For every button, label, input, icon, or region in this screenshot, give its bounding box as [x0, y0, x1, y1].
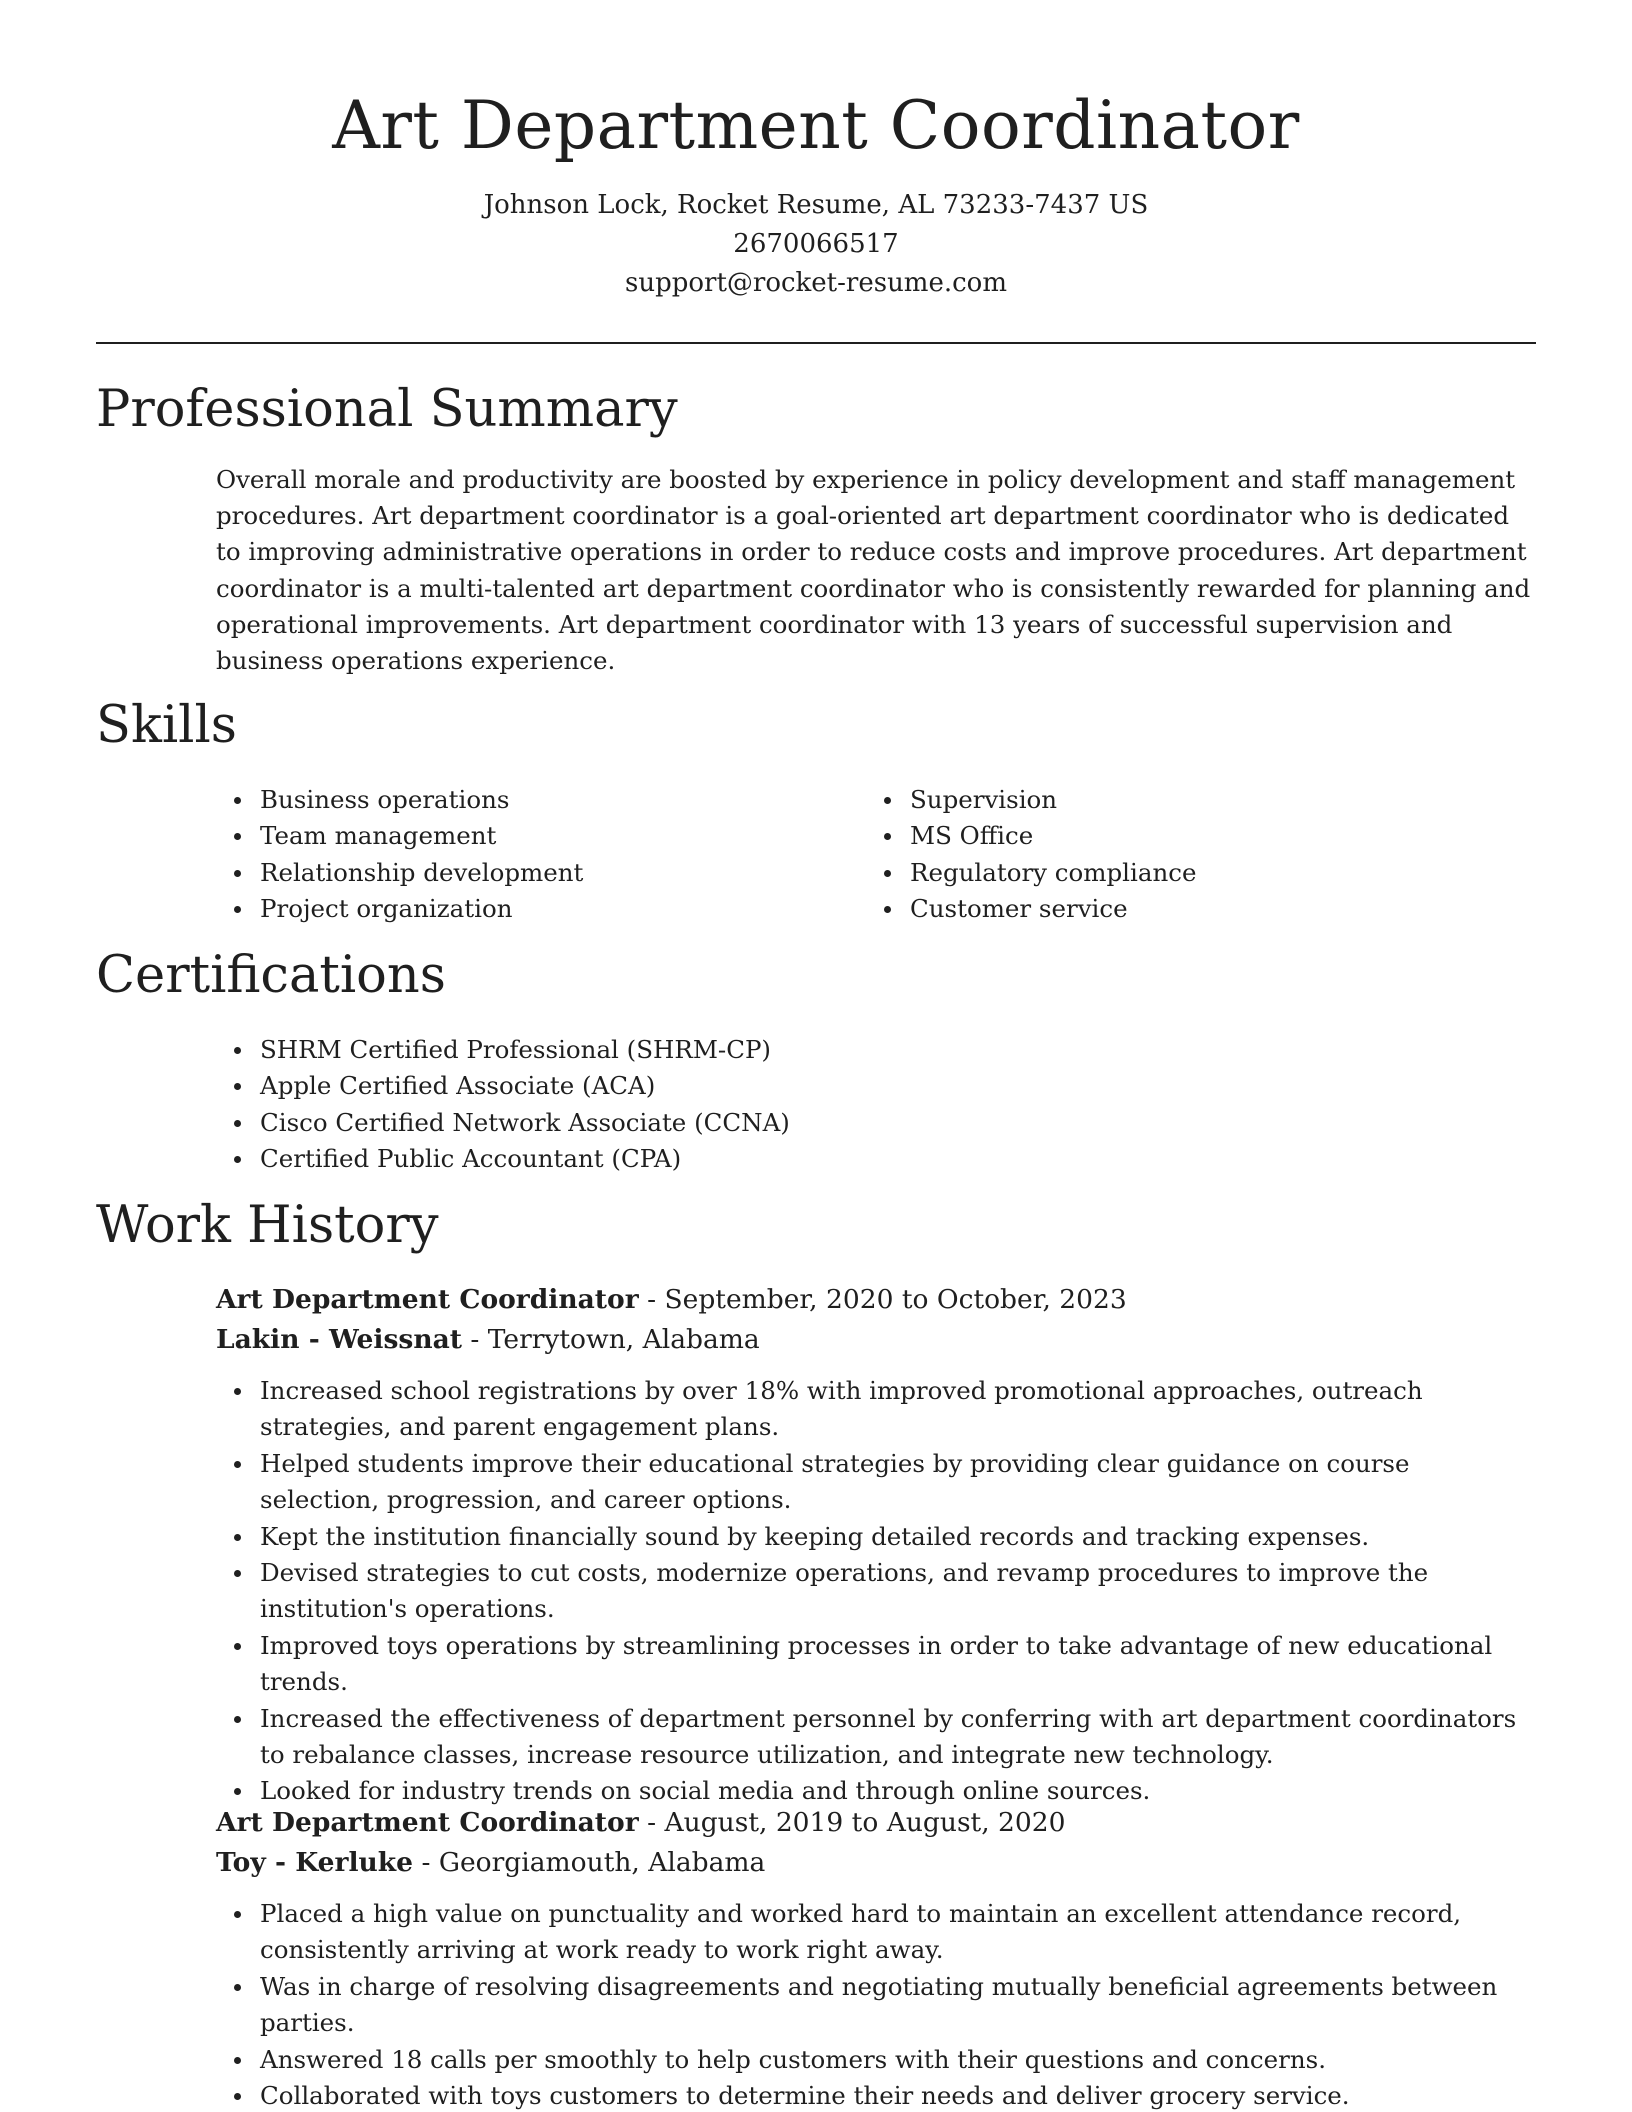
job-bullets — [216, 1896, 1536, 2112]
job-company: Lakin - Weissnat — [216, 1324, 462, 1355]
job-title-line — [216, 1280, 1536, 1320]
skill-item: MS Office — [866, 818, 1196, 854]
job-bullet: Looked for industry trends on social media and through online sources. — [216, 1773, 1536, 1809]
job-bullet: Improved toys operations by streamlining processes in order to take advantage of new educational trends. — [216, 1628, 1536, 1701]
job-bullet: Collaborated with toys customers to determine their needs and deliver grocery service. — [216, 2078, 1536, 2112]
contact-address: Johnson Lock, Rocket Resume, AL 73233-7437 US — [483, 190, 1149, 220]
job-bullet: Placed a high value on punctuality and worked hard to maintain an excellent attendance record, consistently arriving at work ready to work right away. — [216, 1896, 1536, 1969]
job-bullet: Increased school registrations by over 18% with improved promotional approaches, outreach strategies, and parent engagement plans. — [216, 1373, 1536, 1446]
job-dates: - August, 2019 to August, 2020 — [638, 1807, 1066, 1838]
work-history-heading: Work History — [96, 1196, 439, 1255]
certifications-list — [216, 1032, 790, 1178]
job-company-line — [216, 1843, 1536, 1883]
job-bullet: Devised strategies to cut costs, modernize operations, and revamp procedures to improve the institution's operations. — [216, 1555, 1536, 1628]
header-divider — [96, 342, 1536, 344]
skill-item: Business operations — [216, 782, 583, 818]
summary-heading: Professional Summary — [96, 380, 678, 439]
skill-item: Team management — [216, 818, 583, 854]
job-entry — [216, 1280, 1536, 1810]
skills-list-right — [866, 782, 1196, 928]
job-bullet: Kept the institution financially sound by keeping detailed records and tracking expenses. — [216, 1519, 1536, 1555]
job-title-line — [216, 1803, 1536, 1843]
job-dates: - September, 2020 to October, 2023 — [638, 1284, 1127, 1315]
certifications-heading: Certifications — [96, 946, 446, 1005]
certification-item: Certified Public Accountant (CPA) — [216, 1141, 790, 1177]
contact-email: support@rocket-resume.com — [624, 268, 1007, 298]
contact-block — [0, 186, 1632, 303]
skill-item: Relationship development — [216, 855, 583, 891]
skills-heading: Skills — [96, 696, 237, 755]
job-location: - Terrytown, Alabama — [462, 1324, 760, 1355]
job-bullet: Helped students improve their educational strategies by providing clear guidance on course selection, progression, and career options. — [216, 1446, 1536, 1519]
job-bullet: Increased the effectiveness of department personnel by conferring with art department coordinators to rebalance classes, increase resource utilization, and integrate new technology. — [216, 1701, 1536, 1774]
certification-item: Apple Certified Associate (ACA) — [216, 1068, 790, 1104]
certification-item: SHRM Certified Professional (SHRM-CP) — [216, 1032, 790, 1068]
job-location: - Georgiamouth, Alabama — [413, 1847, 766, 1878]
summary-text: Overall morale and productivity are boosted by experience in policy development and staff management procedures. Art department coordinator is a goal-oriented art department coordinator who is dedicated to improving administrative operations in order to reduce costs and improve procedures. Art department coordinator is a multi-talented art department coordinator who is consistently rewarded for planning and operational improvements. Art department coordinator with 13 years of successful supervision and business operations experience. — [216, 465, 1531, 676]
job-company: Toy - Kerluke — [216, 1847, 414, 1878]
skills-list-left — [216, 782, 583, 928]
skill-item: Customer service — [866, 891, 1196, 927]
job-title: Art Department Coordinator — [216, 1284, 639, 1315]
job-bullet: Was in charge of resolving disagreements and negotiating mutually beneficial agreements between parties. — [216, 1969, 1536, 2042]
job-bullets — [216, 1373, 1536, 1810]
job-title: Art Department Coordinator — [216, 1807, 639, 1838]
skill-item: Project organization — [216, 891, 583, 927]
skill-item: Supervision — [866, 782, 1196, 818]
resume-title: Art Department Coordinator — [332, 87, 1300, 164]
job-bullet: Answered 18 calls per smoothly to help customers with their questions and concerns. — [216, 2042, 1536, 2078]
job-company-line — [216, 1320, 1536, 1360]
certification-item: Cisco Certified Network Associate (CCNA) — [216, 1105, 790, 1141]
job-entry — [216, 1803, 1536, 2112]
skill-item: Regulatory compliance — [866, 855, 1196, 891]
resume-header — [0, 0, 1632, 303]
contact-phone: 2670066517 — [733, 229, 899, 259]
